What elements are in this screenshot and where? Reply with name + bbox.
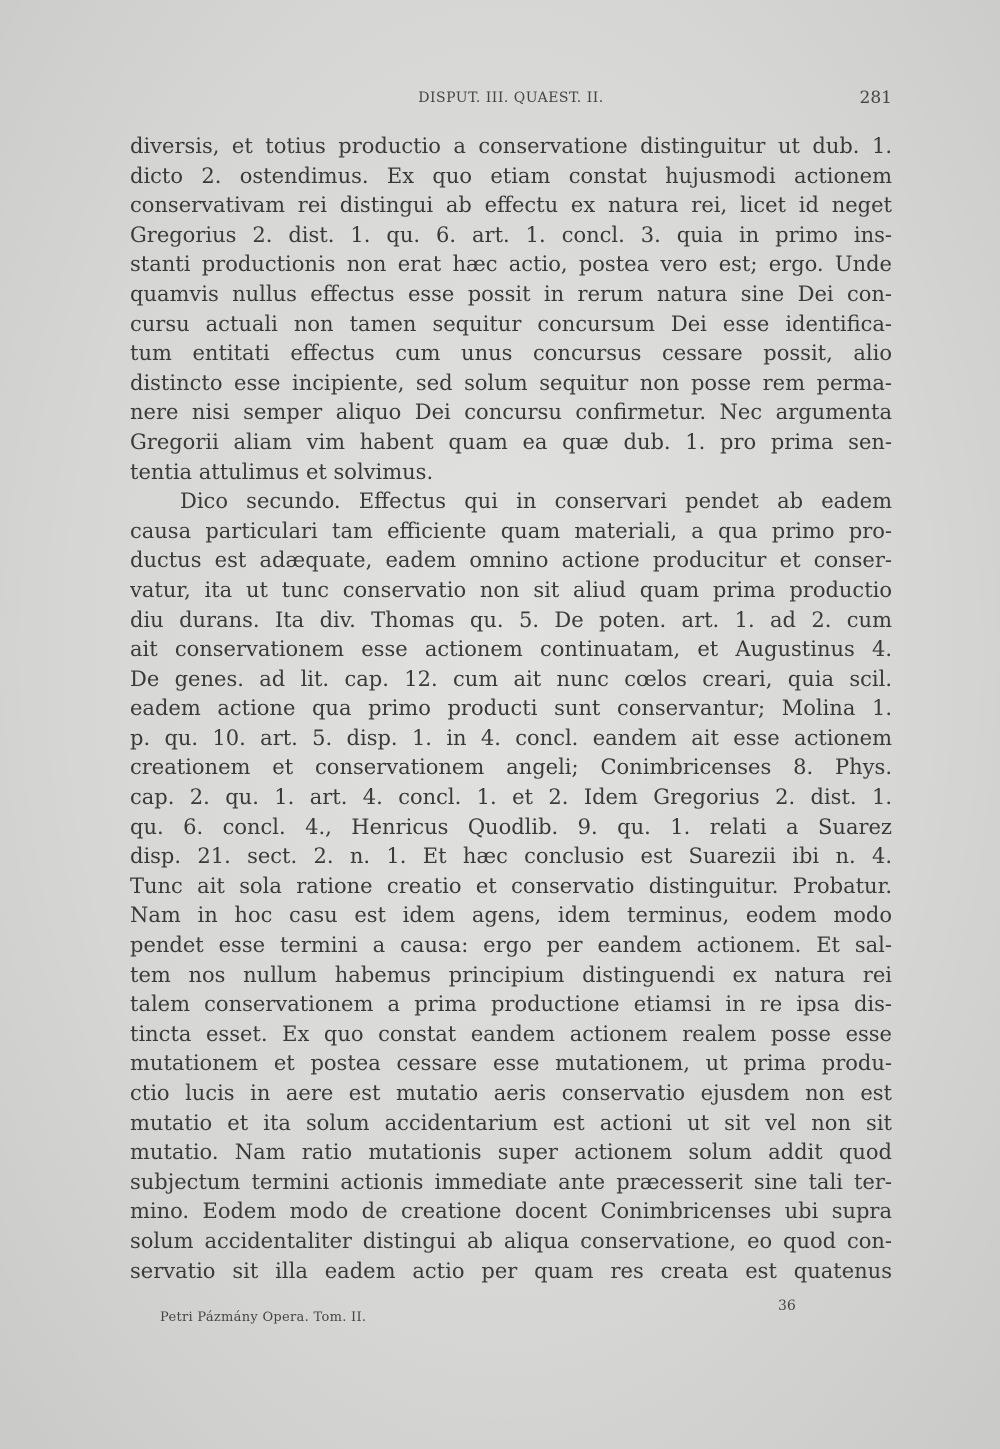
text-line: distincto esse incipiente, sed solum sequitur non posse rem perma- xyxy=(130,370,892,395)
running-head xyxy=(130,88,892,112)
text-line: quamvis nullus effectus esse possit in rerum natura sine Dei con- xyxy=(130,281,892,306)
text-line: tincta esset. Ex quo constat eandem actionem realem posse esse xyxy=(130,1021,892,1046)
text-line: cursu actuali non tamen sequitur concursum Dei esse identifica- xyxy=(130,311,892,336)
text-line: qu. 6. concl. 4., Henricus Quodlib. 9. qu. 1. relati a Suarez xyxy=(130,814,892,839)
text-line: tem nos nullum habemus principium distinguendi ex natura rei xyxy=(130,962,892,987)
text-line: mutatio et ita solum accidentarium est actioni ut sit vel non sit xyxy=(130,1110,892,1135)
text-line: ctio lucis in aere est mutatio aeris conservatio ejusdem non est xyxy=(130,1081,892,1105)
text-line: vatur, ita ut tunc conservatio non sit aliud quam prima productio xyxy=(130,577,892,602)
text-line: mutatio. Nam ratio mutationis super actionem solum addit quod xyxy=(130,1140,892,1165)
footer-signature: Petri Pázmány Opera. Tom. II. xyxy=(160,1310,367,1325)
text-line: Gregorius 2. dist. 1. qu. 6. art. 1. concl. 3. quia in primo ins- xyxy=(130,222,892,247)
text-line: ait conservationem esse actionem continuatam, et Augustinus 4. xyxy=(130,637,892,662)
text-line: solum accidentaliter distingui ab aliqua conservatione, eo quod con- xyxy=(130,1228,892,1253)
page-number: 281 xyxy=(859,88,892,108)
text-line: Tunc ait sola ratione creatio et conservatio distinguitur. Probatur. xyxy=(130,873,892,898)
text-line: stanti productionis non erat hæc actio, postea vero est; ergo. Unde xyxy=(130,252,892,277)
text-line: mutationem et postea cessare esse mutationem, ut prima produ- xyxy=(130,1051,892,1076)
text-line: mino. Eodem modo de creatione docent Conimbricenses ubi supra xyxy=(130,1199,892,1224)
text-line: Nam in hoc casu est idem agens, idem terminus, eodem modo xyxy=(130,903,892,928)
text-line: pendet esse termini a causa: ergo per eandem actionem. Et sal- xyxy=(130,933,892,958)
text-line: eadem actione qua primo producti sunt conservantur; Molina 1. xyxy=(130,696,892,721)
text-line: Gregorii aliam vim habent quam ea quæ dub. 1. pro prima sen- xyxy=(130,429,892,454)
text-line: creationem et conservationem angeli; Conimbricenses 8. Phys. xyxy=(130,755,892,780)
text-line: cap. 2. qu. 1. art. 4. concl. 1. et 2. Idem Gregorius 2. dist. 1. xyxy=(130,785,892,810)
text-line: disp. 21. sect. 2. n. 1. Et hæc conclusio est Suarezii ibi n. 4. xyxy=(130,844,892,869)
text-line: De genes. ad lit. cap. 12. cum ait nunc cœlos creari, quia scil. xyxy=(130,666,892,691)
text-line: conservativam rei distingui ab effectu ex natura rei, licet id neget xyxy=(130,193,892,218)
text-line: talem conservationem a prima productione etiamsi in re ipsa dis- xyxy=(130,992,892,1017)
text-line: causa particulari tam efficiente quam materiali, a qua primo pro- xyxy=(130,518,892,543)
text-line: Dico secundo. Effectus qui in conservari pendet ab eadem xyxy=(180,489,892,514)
sheet-number: 36 xyxy=(778,1298,796,1314)
text-line: diu durans. Ita div. Thomas qu. 5. De poten. art. 1. ad 2. cum xyxy=(130,607,892,632)
text-line: nere nisi semper aliquo Dei concursu confirmetur. Nec argumenta xyxy=(130,400,892,425)
text-line: tentia attulimus et solvimus. xyxy=(130,459,434,484)
text-line: subjectum termini actionis immediate ante præcesserit sine tali ter- xyxy=(130,1169,892,1194)
text-line: ductus est adæquate, eadem omnino actione producitur et conser- xyxy=(130,548,892,573)
text-line: servatio sit illa eadem actio per quam res creata est quatenus xyxy=(130,1258,892,1283)
body-text xyxy=(130,132,892,1286)
text-line: p. qu. 10. art. 5. disp. 1. in 4. concl. eandem ait esse actionem xyxy=(130,725,892,750)
text-line: dicto 2. ostendimus. Ex quo etiam constat hujusmodi actionem xyxy=(130,163,892,188)
running-title: DISPUT. III. QUAEST. II. xyxy=(418,90,604,106)
text-line: diversis, et totius productio a conservatione distinguitur ut dub. 1. xyxy=(130,134,892,158)
text-line: tum entitati effectus cum unus concursus cessare possit, alio xyxy=(130,341,892,366)
